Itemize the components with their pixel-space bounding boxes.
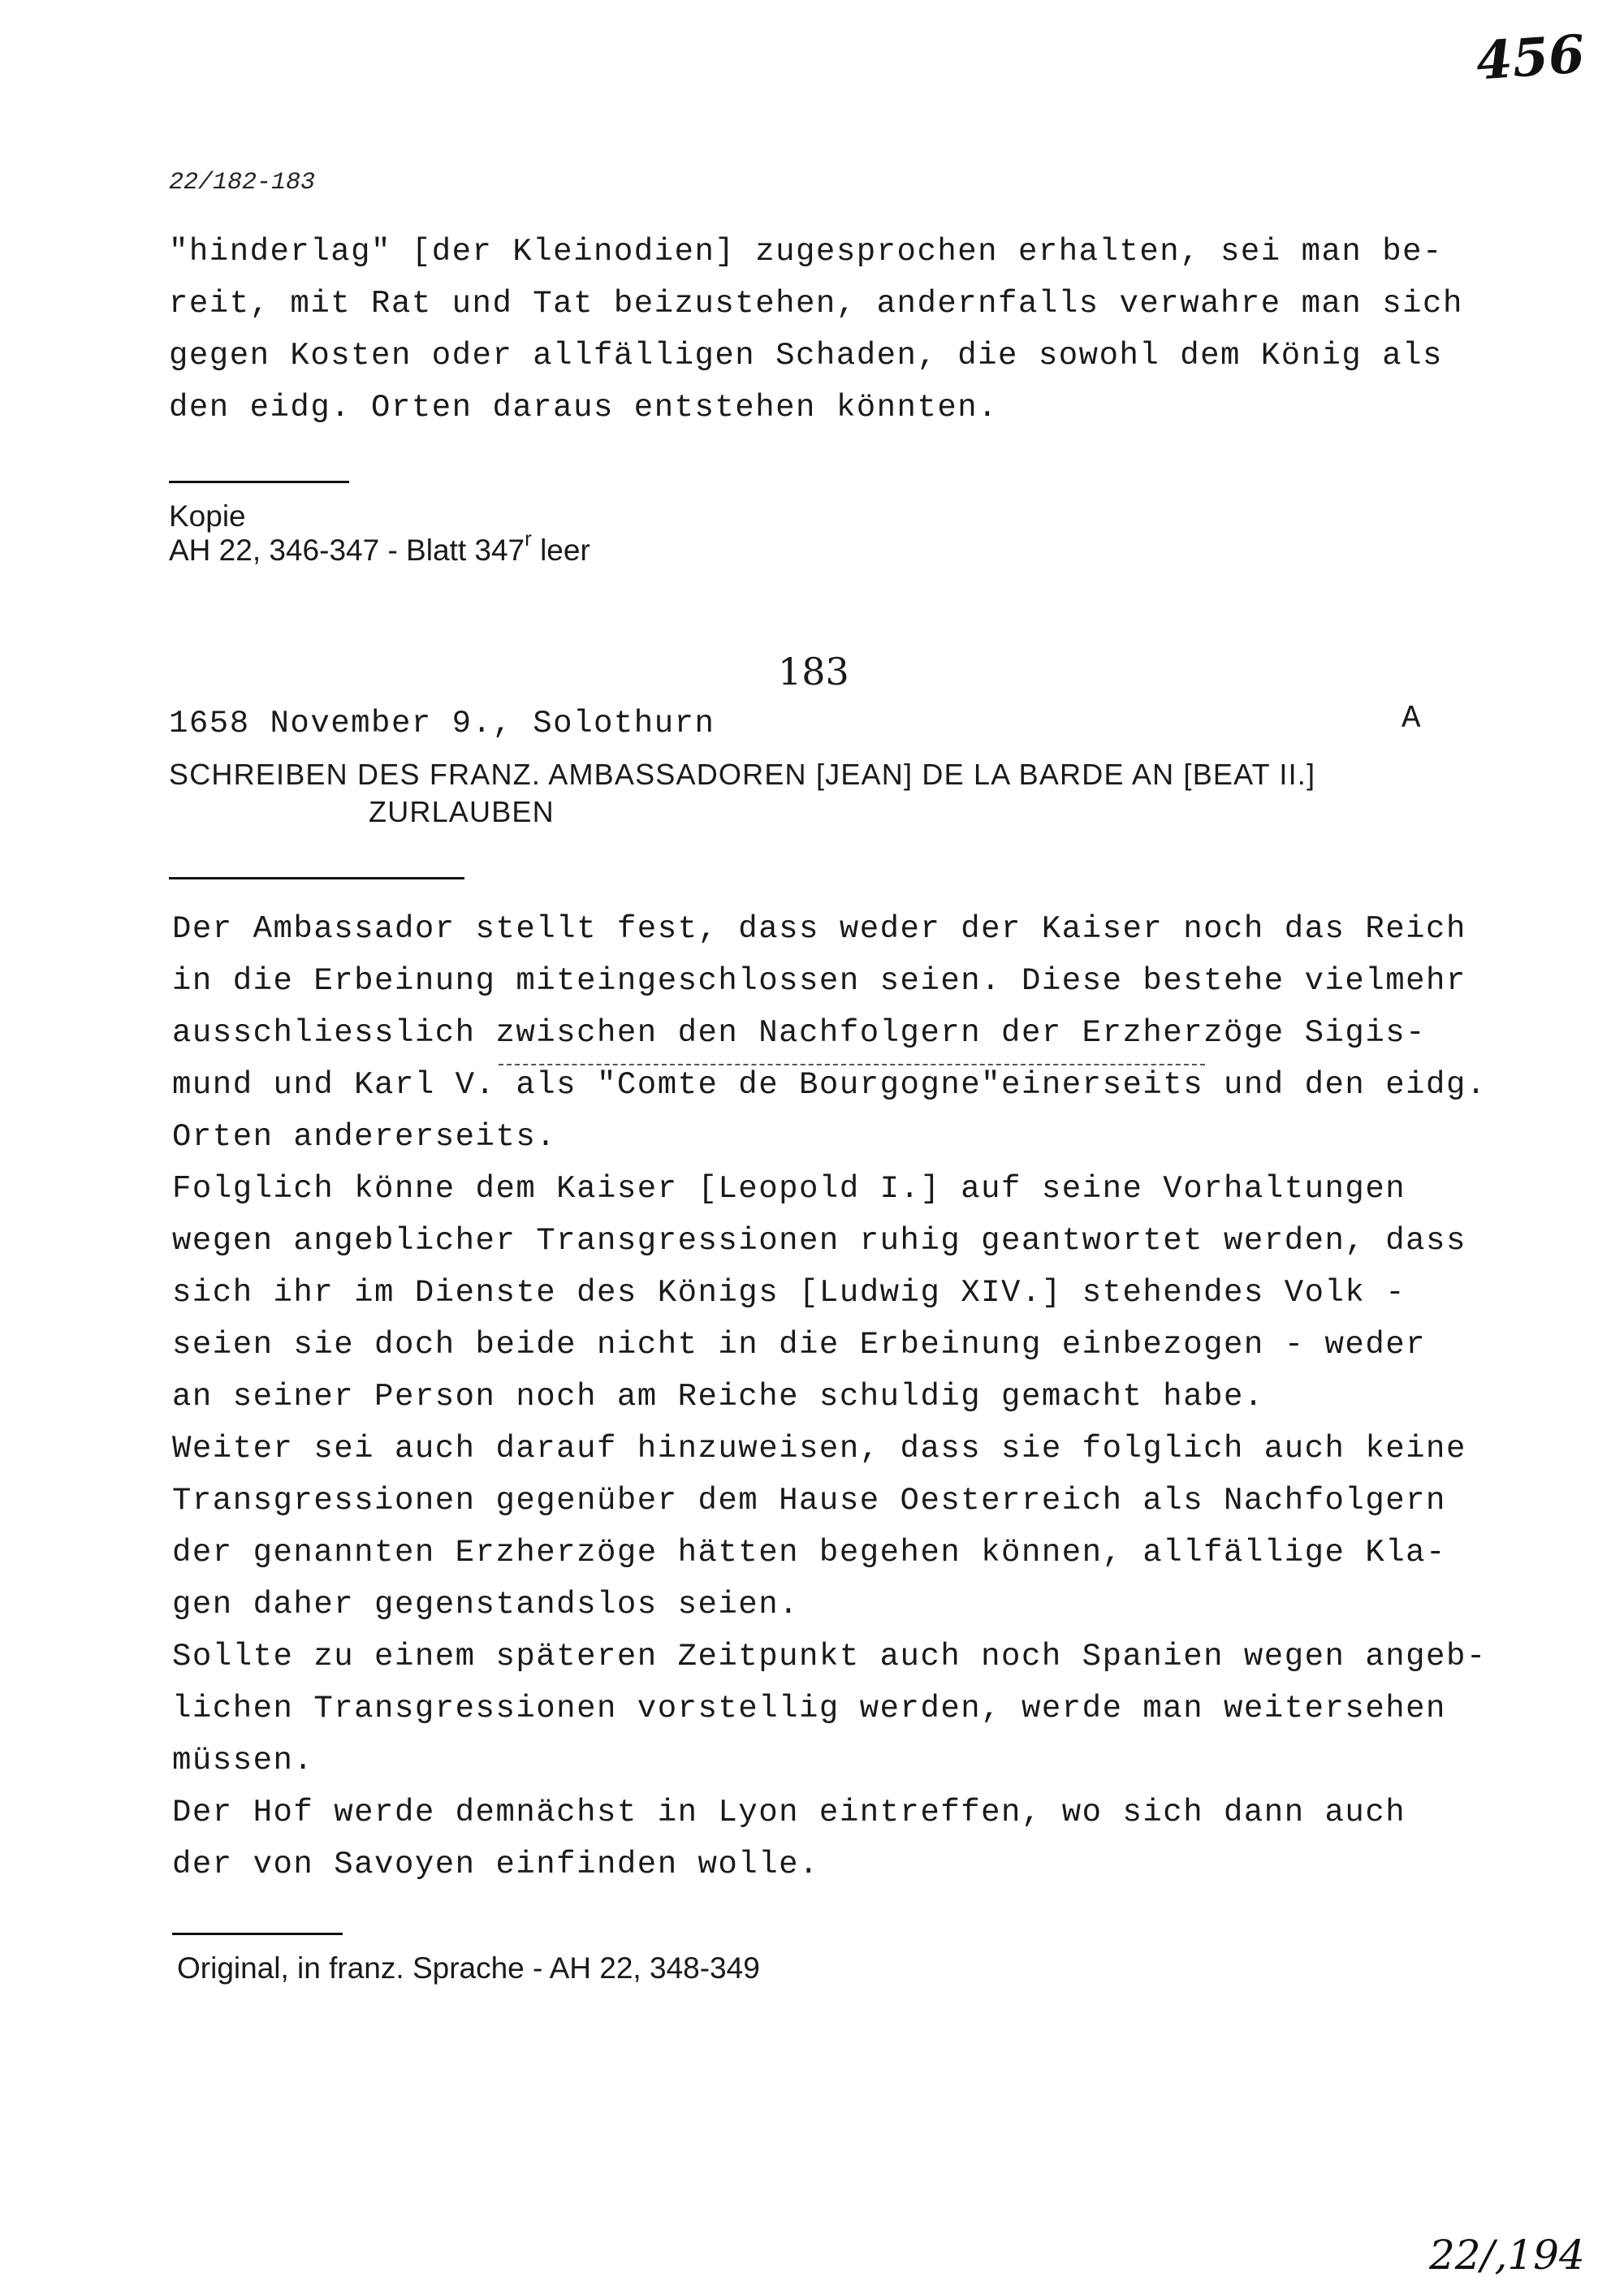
source-1-label: Kopie <box>169 499 246 533</box>
para2-line: Der Hof werde demnächst in Lyon eintreffen, wo sich dann auch <box>172 1795 1406 1830</box>
separator-rule-3 <box>172 1933 343 1935</box>
para2-line: lichen Transgressionen vorstellig werden, werde man weitersehen <box>172 1691 1446 1726</box>
para2-line: seien sie doch beide nicht in die Erbeinung einbezogen - weder <box>172 1327 1427 1363</box>
para2-line: an seiner Person noch am Reiche schuldig gemacht habe. <box>172 1379 1264 1415</box>
para2-line: wegen angeblicher Transgressionen ruhig geantwortet werden, dass <box>172 1223 1466 1259</box>
dashed-overline-mark <box>499 1064 1205 1065</box>
para2-line: Orten andererseits. <box>172 1119 557 1155</box>
para1-line: den eidg. Orten daraus entstehen könnten. <box>169 390 999 426</box>
source-1-sup: r <box>525 526 532 551</box>
para2-line: müssen. <box>172 1743 314 1778</box>
para2-line: ausschliesslich zwischen den Nachfolgern der Erzherzöge Sigis- <box>172 1015 1427 1051</box>
para2-line: Der Ambassador stellt fest, dass weder der Kaiser noch das Reich <box>172 911 1466 947</box>
letter-mark: A <box>1402 701 1422 737</box>
footer-archive-ref: 22/,194 <box>1429 2232 1585 2279</box>
para2-line: Folglich könne dem Kaiser [Leopold I.] auf seine Vorhaltungen <box>172 1171 1406 1207</box>
separator-rule-2 <box>169 877 464 879</box>
para1-line: reit, mit Rat und Tat beizustehen, andernfalls verwahre man sich <box>169 286 1463 322</box>
para2-line: Sollte zu einem späteren Zeitpunkt auch noch Spanien wegen angeb- <box>172 1639 1487 1674</box>
para2-line: der genannten Erzherzöge hätten begehen können, allfällige Kla- <box>172 1535 1446 1571</box>
para1-line: gegen Kosten oder allfälligen Schaden, die sowohl dem König als <box>169 338 1443 374</box>
paragraph-1 <box>169 226 1463 434</box>
date-line: 1658 November 9., Solothurn <box>169 706 715 741</box>
separator-rule-1 <box>169 481 349 483</box>
para2-line: gen daher gegenstandslos seien. <box>172 1587 800 1622</box>
paragraph-2 <box>172 903 1487 1890</box>
ref-top: 22/182-183 <box>169 169 316 197</box>
para1-line: "hinderlag" [der Kleinodien] zugesprochen erhalten, sei man be- <box>169 234 1443 270</box>
source-1-text: AH 22, 346-347 - Blatt 347 <box>169 534 525 567</box>
para2-line: in die Erbeinung miteingeschlossen seien. Diese bestehe vielmehr <box>172 963 1466 999</box>
para2-line: Weiter sei auch darauf hinzuweisen, dass sie folglich auch keine <box>172 1431 1466 1467</box>
document-number: 183 <box>778 650 849 693</box>
para2-line: sich ihr im Dienste des Königs [Ludwig XIV.] stehendes Volk - <box>172 1275 1406 1311</box>
heading-line-2: ZURLAUBEN <box>369 795 555 828</box>
para2-line: mund und Karl V. als "Comte de Bourgogne"einerseits und den eidg. <box>172 1067 1487 1103</box>
source-1-suffix: leer <box>531 534 590 567</box>
para2-line: Transgressionen gegenüber dem Hause Oesterreich als Nachfolgern <box>172 1483 1446 1519</box>
para2-line: der von Savoyen einfinden wolle. <box>172 1847 819 1882</box>
source-1-line <box>169 526 590 567</box>
corner-page-number: 456 <box>1474 24 1587 93</box>
source-2-line: Original, in franz. Sprache - AH 22, 348-349 <box>177 1951 760 1985</box>
heading-line-1: SCHREIBEN DES FRANZ. AMBASSADOREN [JEAN] DE LA BARDE AN [BEAT II.] <box>169 758 1316 791</box>
